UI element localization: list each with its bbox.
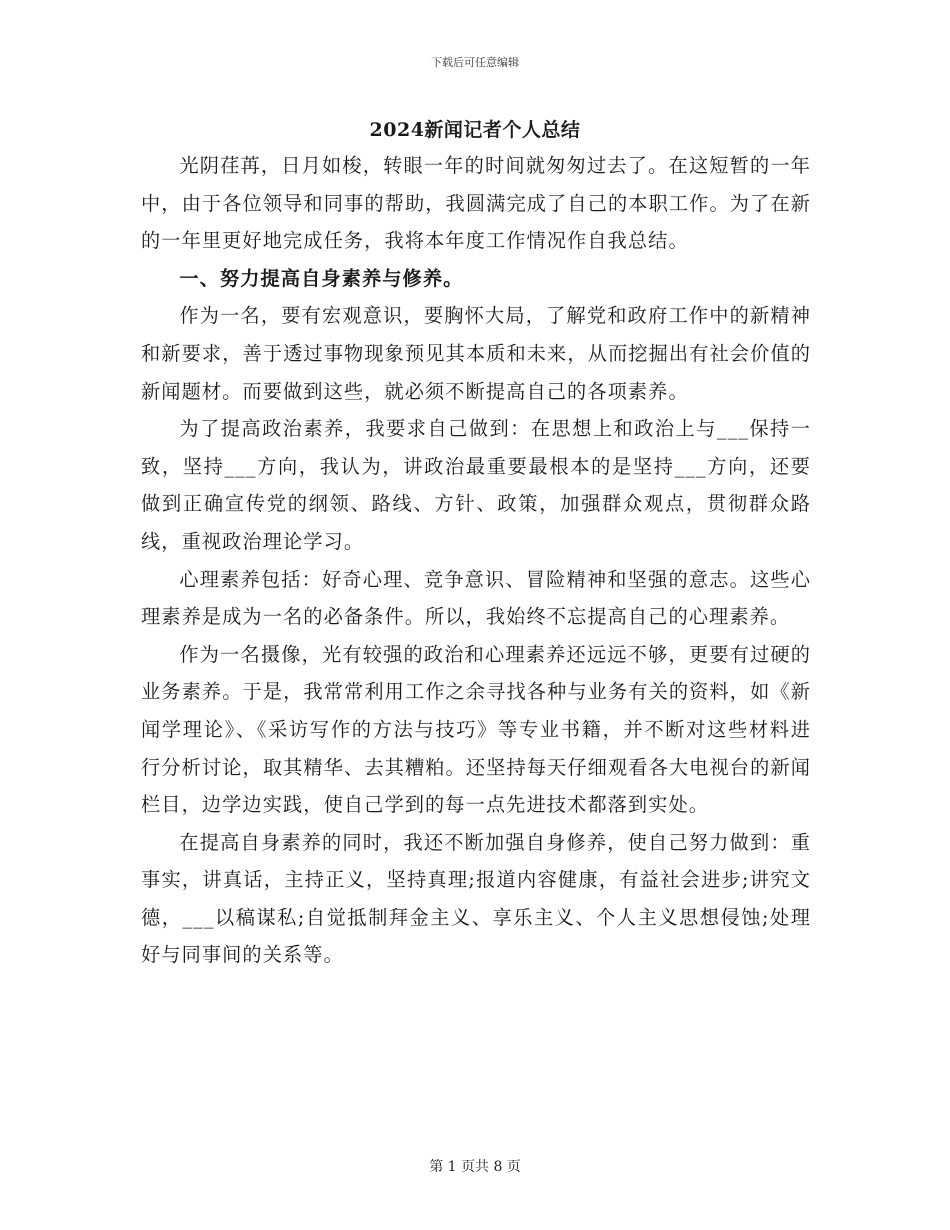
paragraph: 心理素养包括：好奇心理、竞争意识、冒险精神和坚强的意志。这些心理素养是成为一名的必备条件。所以，我始终不忘提高自己的心理素养。 (141, 567, 811, 629)
document-title: 2024新闻记者个人总结 (369, 119, 581, 141)
paragraph: 为了提高政治素养，我要求自己做到：在思想上和政治上与___保持一致，坚持___方向，我认为，讲政治最重要最根本的是坚持___方向，还要做到正确宣传党的纲领、路线、方针、政策，加强群众观点，贯彻群众路线，重视政治理论学习。 (141, 417, 811, 553)
paragraph: 在提高自身素养的同时，我还不断加强自身修养，使自己努力做到：重事实，讲真话，主持正义，坚持真理;报道内容健康，有益社会进步;讲究文德，___以稿谋私;自觉抵制拜金主义、享乐主义、个人主义思想侵蚀;处理好与同事间的关系等。 (141, 830, 811, 967)
paragraph: 作为一名，要有宏观意识，要胸怀大局，了解党和政府工作中的新精神和新要求，善于透过事物现象预见其本质和未来，从而挖掘出有社会价值的新闻题材。而要做到这些，就必须不断提高自己的各项素养。 (141, 304, 811, 403)
page-footer: 第 1 页共 8 页 (429, 1159, 521, 1175)
document-body (141, 147, 811, 974)
section-heading: 一、努力提高自身素养与修养。 (179, 266, 464, 290)
paragraph: 作为一名摄像，光有较强的政治和心理素养还远远不够，更要有过硬的业务素养。于是，我常常利用工作之余寻找各种与业务有关的资料，如《新闻学理论》、《采访写作的方法与技巧》等专业书籍，并不断对这些材料进行分析讨论，取其精华、去其糟粕。还坚持每天仔细观看各大电视台的新闻栏目，边学边实践，使自己学到的每一点先进技术都落到实处。 (141, 642, 811, 817)
paragraph-intro: 光阴荏苒，日月如梭，转眼一年的时间就匆匆过去了。在这短暂的一年中，由于各位领导和同事的帮助，我圆满完成了自己的本职工作。为了在新的一年里更好地完成任务，我将本年度工作情况作自我总结。 (141, 154, 811, 253)
header-note: 下载后可任意编辑 (431, 56, 519, 69)
